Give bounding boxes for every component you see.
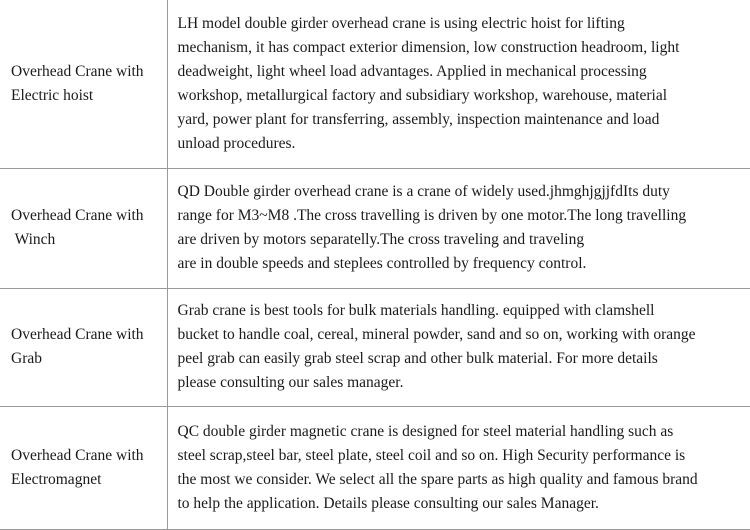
table-row — [0, 168, 750, 288]
crane-name-cell — [0, 168, 167, 288]
crane-description-cell — [167, 168, 750, 288]
crane-name-line: Grab — [11, 350, 42, 367]
crane-name-line: Electromagnet — [11, 470, 102, 488]
description-line: workshop, metallurgical factory and subsidiary workshop, warehouse, material — [177, 86, 668, 104]
description-line: QD Double girder overhead crane is a crane of widely used.jhmghjgjjfdIts duty — [177, 183, 670, 200]
description-line: the most we consider. We select all the spare parts as high quality and famous brand — [177, 470, 698, 488]
crane-name-line: Overhead Crane with — [11, 62, 144, 80]
description-line: bucket to handle coal, cereal, mineral powder, sand and so on, working with orange — [177, 326, 696, 343]
description-line: LH model double girder overhead crane is using electric hoist for lifting — [177, 14, 625, 32]
description-line: Grab crane is best tools for bulk materials handling. equipped with clamshell — [177, 302, 655, 319]
crane-name-cell — [0, 406, 167, 529]
table-row — [0, 288, 750, 406]
table-row — [0, 406, 750, 529]
crane-name-line: Overhead Crane with — [11, 326, 144, 343]
crane-name-line: Overhead Crane with — [11, 207, 144, 224]
description-line: deadweight, light wheel load advantages. Applied in mechanical processing — [177, 62, 647, 80]
crane-description-cell — [167, 406, 750, 529]
description-line: are driven by motors separatelly.The cross traveling and traveling — [177, 231, 585, 248]
description-line: peel grab can easily grab steel scrap and other bulk material. For more details — [177, 350, 658, 367]
description-line: yard, power plant for transferring, assembly, inspection maintenance and load — [177, 110, 660, 128]
description-line: steel scrap,steel bar, steel plate, steel coil and so on. High Security performance is — [177, 446, 686, 464]
crane-description-cell — [167, 0, 750, 168]
description-line: mechanism, it has compact exterior dimension, low construction headroom, light — [177, 38, 680, 56]
crane-name-line: Electric hoist — [11, 86, 94, 104]
crane-name-line: Overhead Crane with — [11, 446, 144, 464]
crane-name-cell — [0, 288, 167, 406]
table-row — [0, 0, 750, 168]
crane-name-cell — [0, 0, 167, 168]
description-line: please consulting our sales manager. — [177, 374, 404, 391]
description-line: range for M3~M8 .The cross travelling is driven by one motor.The long travelling — [177, 207, 687, 224]
description-line: unload procedures. — [177, 134, 296, 152]
description-line: QC double girder magnetic crane is designed for steel material handling such as — [177, 422, 674, 440]
description-line: are in double speeds and steplees controlled by frequency control. — [177, 255, 587, 272]
crane-description-cell — [167, 288, 750, 406]
description-line: to help the application. Details please consulting our sales Manager. — [177, 494, 599, 512]
crane-name-line: Winch — [11, 231, 56, 248]
